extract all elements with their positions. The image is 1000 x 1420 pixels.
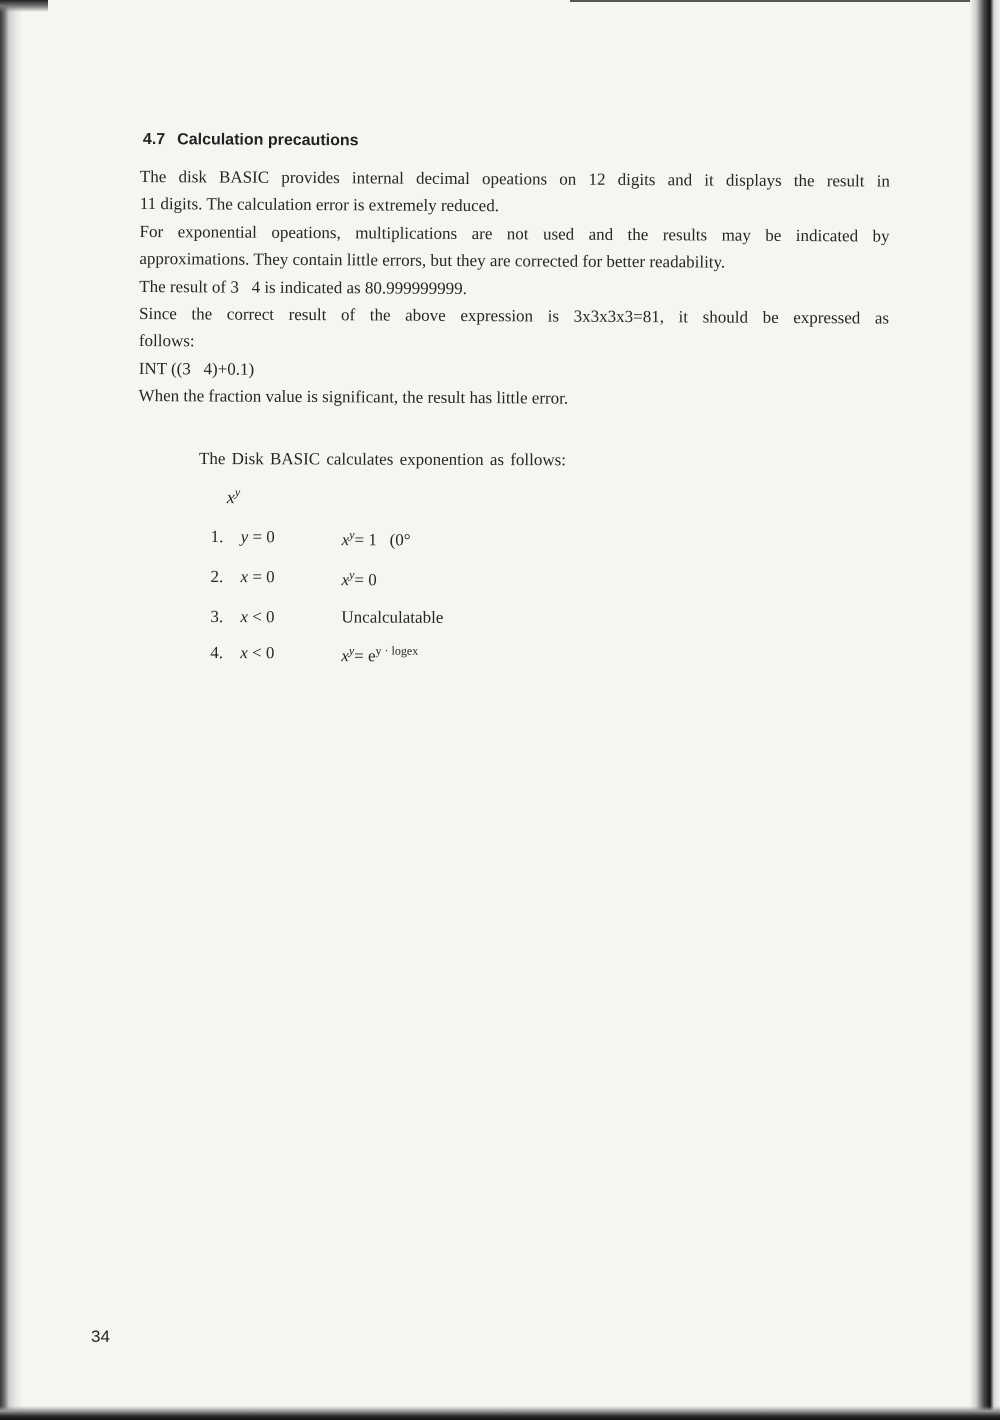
result-base: x	[341, 646, 349, 666]
result-base: x	[341, 570, 350, 590]
code-line: INT ((3 4)+0.1)	[138, 358, 255, 379]
result-base: x	[341, 530, 350, 550]
rule-condition	[241, 567, 275, 587]
paragraph-line: The result of 3 4 is indicated as 80.999999999.	[139, 276, 467, 298]
condition-variable: x	[240, 643, 248, 663]
paragraph-line: The disk BASIC provides internal decimal opeations on 12 digits and it displays the result in	[139, 166, 890, 191]
rule-number: 1.	[210, 527, 224, 547]
result-text: = e	[354, 646, 376, 666]
book-right-edge	[970, 0, 1000, 1420]
rule-result	[342, 527, 411, 550]
paragraph-line: 11 digits. The calculation error is extremely reduced.	[139, 194, 500, 216]
rule-result	[341, 607, 443, 627]
result-text: = 0	[354, 570, 377, 590]
expression-exponent: y	[234, 485, 241, 500]
condition-variable: x	[240, 607, 248, 627]
paragraph-line: Since the correct result of the above expression is 3x3x3x3=81, it should be expressed as	[139, 304, 890, 328]
condition-variable: x	[240, 567, 249, 587]
result-exponent-2: y · logex	[375, 643, 419, 658]
rule-result	[341, 643, 418, 666]
rule-condition	[241, 527, 275, 547]
rule-condition	[240, 607, 274, 627]
rule-number: 4.	[210, 643, 224, 663]
body-text	[138, 163, 889, 414]
section-heading	[143, 131, 359, 150]
result-exponent: y	[349, 567, 355, 582]
exponentiation-intro: The Disk BASIC calculates exponention as follows:	[198, 449, 567, 470]
paragraph-line: For exponential opeations, multiplications are not used and the results may be indicated by	[139, 221, 890, 246]
result-exponent: y	[349, 527, 355, 542]
section-number: 4.7	[142, 131, 166, 149]
rule-condition	[240, 643, 274, 663]
rule-number: 3.	[210, 607, 224, 627]
result-text: Uncalculatable	[341, 607, 444, 627]
rule-result	[342, 567, 377, 590]
expression-base: x	[226, 487, 235, 508]
condition-text: = 0	[248, 567, 275, 587]
result-text: = 1 (0°	[354, 530, 411, 550]
condition-text: < 0	[247, 607, 275, 627]
book-spine-edge	[0, 0, 22, 1420]
book-corner-shadow	[0, 0, 48, 12]
paragraph-line: When the fraction value is significant, the result has little error.	[138, 386, 569, 408]
condition-text: = 0	[248, 527, 275, 547]
result-exponent: y	[348, 643, 355, 658]
page-number: 34	[91, 1327, 110, 1346]
page-top-edge	[570, 0, 970, 2]
section-title: Calculation precautions	[177, 131, 359, 150]
paragraph-line: approximations. They contain little errors, but they are corrected for better readability.	[139, 249, 726, 272]
expression-xy	[227, 485, 240, 508]
condition-text: < 0	[247, 643, 275, 663]
paragraph-line: follows:	[138, 331, 195, 351]
book-bottom-edge	[0, 1406, 1000, 1420]
condition-variable: y	[240, 527, 249, 547]
rule-number: 2.	[210, 567, 224, 587]
